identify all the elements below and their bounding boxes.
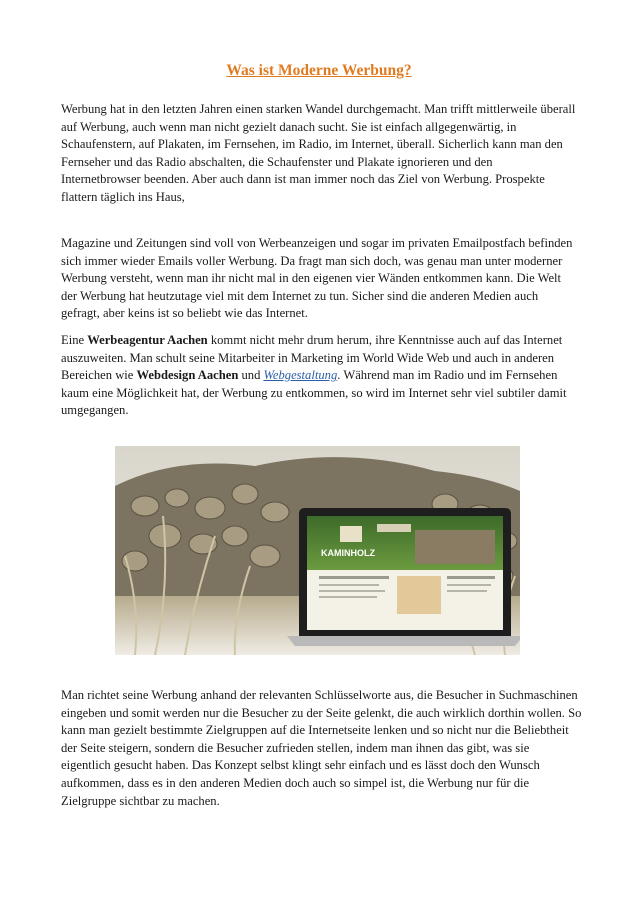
paragraph-line: auszuweiten. Man schult seine Mitarbeiter in Marketing im World Wide Web und auch in anderen (61, 350, 555, 365)
keyword-werbeagentur-aachen: Werbeagentur Aachen (87, 333, 208, 347)
paragraph-line: eigentlich gesucht haben. Das Konzept selbst klingt sehr einfach und es lässt doch den Wunsch (61, 758, 540, 773)
paragraph-line: sich immer wieder Emails voller Werbung. Da fragt man sich doch, was genau man unter moderner (61, 253, 563, 268)
paragraph-2 (61, 235, 581, 323)
paragraph-line: gefragt, aber keins ist so beliebt wie das Internet. (61, 306, 308, 321)
paragraph-4 (61, 687, 581, 810)
paragraph-line: Fernseher und das Radio abschalten, die Schaufenster und Plakate ignorieren und den (61, 154, 493, 169)
webgestaltung-link[interactable]: Webgestaltung (263, 368, 338, 383)
paragraph-line: Zielgruppe sichtbar zu machen. (61, 793, 220, 808)
paragraph-line: Werbung versteht, wenn man ihr nicht mal in den eigenen vier Wänden entkommen kann. Die Welt (61, 271, 562, 286)
paragraph-line (61, 332, 581, 350)
paragraph-line: auf Werbung, auch wenn man nicht gezielt danach sucht. Sie ist einfach allgegenwärtig, in (61, 119, 517, 134)
paragraph-line: Man richtet seine Werbung anhand der relevanten Schlüsselworte aus, die Besucher in Suchmaschinen (61, 688, 578, 702)
text-run: . Während man im Radio und im Fernsehen (337, 368, 558, 383)
paragraph-line: Schaufenstern, auf Plakaten, im Fernsehen, im Radio, im Internet, überall. Sicherlich kann man den (61, 137, 563, 152)
paragraph-line: kann man gezielt bestimmte Zielgruppen auf die Internetseite lenken und so nicht nur die Beliebtheit (61, 723, 569, 738)
paragraph-line: flattern täglich ins Haus, (61, 189, 185, 204)
paragraph-line (61, 367, 581, 385)
text-run: kommt nicht mehr drum herum, ihre Kenntnisse auch auf das Internet (207, 333, 563, 347)
paragraph-line: kaum eine Möglichkeit hat, der Werbung zu entkommen, so wird im Internet sehr viel subtiler damit (61, 385, 567, 400)
paragraph-line: der Seite steigern, sondern die Besucher zufrieden stellen, indem man ihnen das gibt, was sie (61, 740, 530, 755)
text-run: Eine (61, 333, 88, 347)
laptop-woodpile-image (115, 446, 520, 655)
keyword-webdesign-aachen: Webdesign Aachen (136, 368, 239, 383)
paragraph-line: Magazine und Zeitungen sind voll von Werbeanzeigen und sogar im privaten Emailpostfach befinden (61, 236, 573, 250)
text-run: Bereichen wie (61, 368, 137, 383)
paragraph-line: umgegangen. (61, 403, 129, 418)
paragraph-line: Werbung hat in den letzten Jahren einen starken Wandel durchgemacht. Man trifft mittlerweile überall (61, 102, 576, 116)
screen-banner-text: KAMINHOLZ (321, 548, 375, 558)
paragraph-line: Internetbrowser beenden. Aber auch dann ist man immer noch das Ziel von Werbung. Prospekte (61, 172, 545, 187)
paragraph-line: eingeben und somit werden nur die Besucher zu der Seite gelenkt, die auch wirklich dorthin wollen. So (61, 705, 582, 720)
page-title: Was ist Moderne Werbung? (226, 62, 412, 79)
paragraph-line: aufkommen, dass es in den anderen Medien doch auch so simpel ist, die Werbung nur für die (61, 775, 530, 790)
paragraph-line: der Werbung hat heutzutage viel mit dem Internet zu tun. Sicher sind die anderen Medien auch (61, 288, 539, 303)
paragraph-3 (61, 332, 581, 420)
paragraph-1 (61, 101, 581, 207)
text-run: und (238, 368, 264, 383)
